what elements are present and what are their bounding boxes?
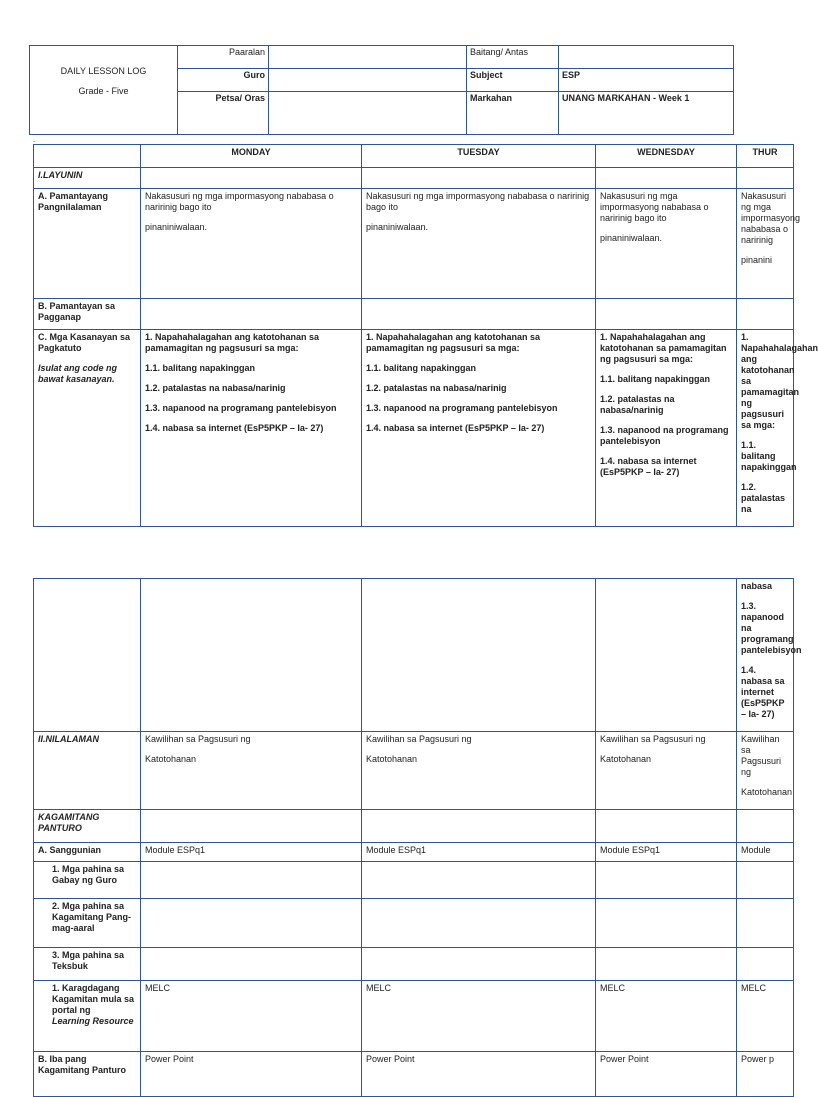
pamantayang-row <box>34 189 794 299</box>
kagamitang-row <box>34 810 794 843</box>
kasanayan-tuesday: 1. Napahahalagahan ang katotohanan sa pamamagitan ng pagsusuri sa mga: 1.1. balitang napakinggan 1.2. patalastas na nabasa/narinig 1.3. napanood na programang pantelebisyon 1.4. nabasa sa internet (EsP5PKP – Ia- 27) <box>362 330 596 527</box>
kagamitang-pang-row <box>34 899 794 948</box>
sanggunian-tuesday: Module ESPq1 <box>362 843 596 862</box>
iba-pang-thursday: Power p <box>737 1052 794 1097</box>
iba-pang-row <box>34 1052 794 1097</box>
karagdagang-row <box>34 981 794 1052</box>
nilalaman-label: II.NILALAMAN <box>34 732 141 810</box>
pamantayan-row <box>34 299 794 330</box>
baitang-value <box>559 46 734 69</box>
lesson-table-page2 <box>33 578 802 1097</box>
karagdagang-wednesday: MELC <box>596 981 737 1052</box>
stray-mark: . <box>33 137 35 144</box>
continuation-row <box>34 579 794 732</box>
nilalaman-tuesday: Kawilihan sa Pagsusuri ng Katotohanan <box>362 732 596 810</box>
kasanayan-label: C. Mga Kasanayan sa Pagkatuto <box>38 332 131 353</box>
nilalaman-wednesday: Kawilihan sa Pagsusuri ng Katotohanan <box>596 732 737 810</box>
karagdagang-label-cell <box>34 981 141 1052</box>
subject-label: Subject <box>467 69 559 92</box>
karagdagang-label: 1. Karagdagang Kagamitan mula sa portal ng <box>52 983 135 1015</box>
log-title: DAILY LESSON LOG <box>60 66 147 76</box>
iba-pang-monday: Power Point <box>141 1052 362 1097</box>
karagdagang-thursday: MELC <box>737 981 794 1052</box>
pamantayang-monday: Nakasusuri ng mga impormasyong nababasa o naririnig bago ito pinaniniwalaan. <box>141 189 362 299</box>
nilalaman-row <box>34 732 794 810</box>
kasanayan-thursday-cont: nabasa 1.3. napanood na programang pantelebisyon 1.4. nabasa sa internet (EsP5PKP – Ia- 27) <box>737 579 794 732</box>
sanggunian-row <box>34 843 794 862</box>
paaralan-label: Paaralan <box>178 46 269 69</box>
kasanayan-label-cell <box>34 330 141 527</box>
isulat-note: Isulat ang code ng bawat kasanayan. <box>38 363 118 384</box>
nilalaman-thursday: Kawilihan sa Pagsusuri ng Katotohanan <box>737 732 794 810</box>
sanggunian-monday: Module ESPq1 <box>141 843 362 862</box>
teksbuk-row <box>34 948 794 981</box>
day-tuesday: TUESDAY <box>362 145 596 168</box>
karagdagang-tuesday: MELC <box>362 981 596 1052</box>
layunin-row <box>34 168 794 189</box>
iba-pang-tuesday: Power Point <box>362 1052 596 1097</box>
nilalaman-monday: Kawilihan sa Pagsusuri ng Katotohanan <box>141 732 362 810</box>
guro-label: Guro <box>178 69 269 92</box>
learning-resource-label: Learning Resource <box>52 1016 134 1026</box>
days-header-row <box>34 145 794 168</box>
log-title-cell <box>30 46 178 135</box>
guro-value <box>269 69 467 92</box>
gabay-label: 1. Mga pahina sa Gabay ng Guro <box>34 862 141 899</box>
lesson-table-page1 <box>33 144 818 527</box>
karagdagang-monday: MELC <box>141 981 362 1052</box>
gabay-row <box>34 862 794 899</box>
corner-cell <box>34 145 141 168</box>
pamantayan-label: B. Pamantayan sa Pagganap <box>34 299 141 330</box>
header-table <box>29 45 734 135</box>
petsa-label: Petsa/ Oras <box>178 92 269 135</box>
grade-label: Grade - Five <box>78 86 129 96</box>
petsa-value <box>269 92 467 135</box>
sanggunian-wednesday: Module ESPq1 <box>596 843 737 862</box>
pamantayang-thursday: Nakasusuri ng mga impormasyong nababasa o naririnig pinanini <box>737 189 794 299</box>
kasanayan-thursday: 1. Napahahalagahan ang katotohanan sa pamamagitan ng pagsusuri sa mga: 1.1. balitang napakinggan 1.2. patalastas na <box>737 330 794 527</box>
kagamitang-label: KAGAMITANG PANTURO <box>34 810 141 843</box>
kasanayan-row <box>34 330 794 527</box>
iba-pang-wednesday: Power Point <box>596 1052 737 1097</box>
baitang-label: Baitang/ Antas <box>467 46 559 69</box>
day-monday: MONDAY <box>141 145 362 168</box>
day-wednesday: WEDNESDAY <box>596 145 737 168</box>
kasanayan-monday: 1. Napahahalagahan ang katotohanan sa pamamagitan ng pagsusuri sa mga: 1.1. balitang napakinggan 1.2. patalastas na nabasa/narinig 1.3. napanood na programang pantelebisyon 1.4. nabasa sa internet (EsP5PKP – Ia- 27) <box>141 330 362 527</box>
pamantayang-tuesday: Nakasusuri ng mga impormasyong nababasa o naririnig bago ito pinaniniwalaan. <box>362 189 596 299</box>
iba-pang-label: B. Iba pang Kagamitang Panturo <box>34 1052 141 1097</box>
pamantayang-wednesday: Nakasusuri ng mga impormasyong nababasa o naririnig bago ito pinaniniwalaan. <box>596 189 737 299</box>
teksbuk-label: 3. Mga pahina sa Teksbuk <box>34 948 141 981</box>
day-thursday: THUR <box>737 145 794 168</box>
kasanayan-wednesday: 1. Napahahalagahan ang katotohanan sa pamamagitan ng pagsusuri sa mga: 1.1. balitang napakinggan 1.2. patalastas na nabasa/narinig 1.3. napanood na programang pantelebisyon 1.4. nabasa sa internet (EsP5PKP – Ia- 27) <box>596 330 737 527</box>
pamantayang-label: A. Pamantayang Pangnilalaman <box>34 189 141 299</box>
kagamitang-pang-label: 2. Mga pahina sa Kagamitang Pang-mag-aaral <box>34 899 141 948</box>
subject-value: ESP <box>559 69 734 92</box>
markahan-value: UNANG MARKAHAN - Week 1 <box>559 92 734 135</box>
sanggunian-label: A. Sanggunian <box>34 843 141 862</box>
markahan-label: Markahan <box>467 92 559 135</box>
layunin-label: I.LAYUNIN <box>34 168 141 189</box>
sanggunian-thursday: Module <box>737 843 794 862</box>
paaralan-value <box>269 46 467 69</box>
